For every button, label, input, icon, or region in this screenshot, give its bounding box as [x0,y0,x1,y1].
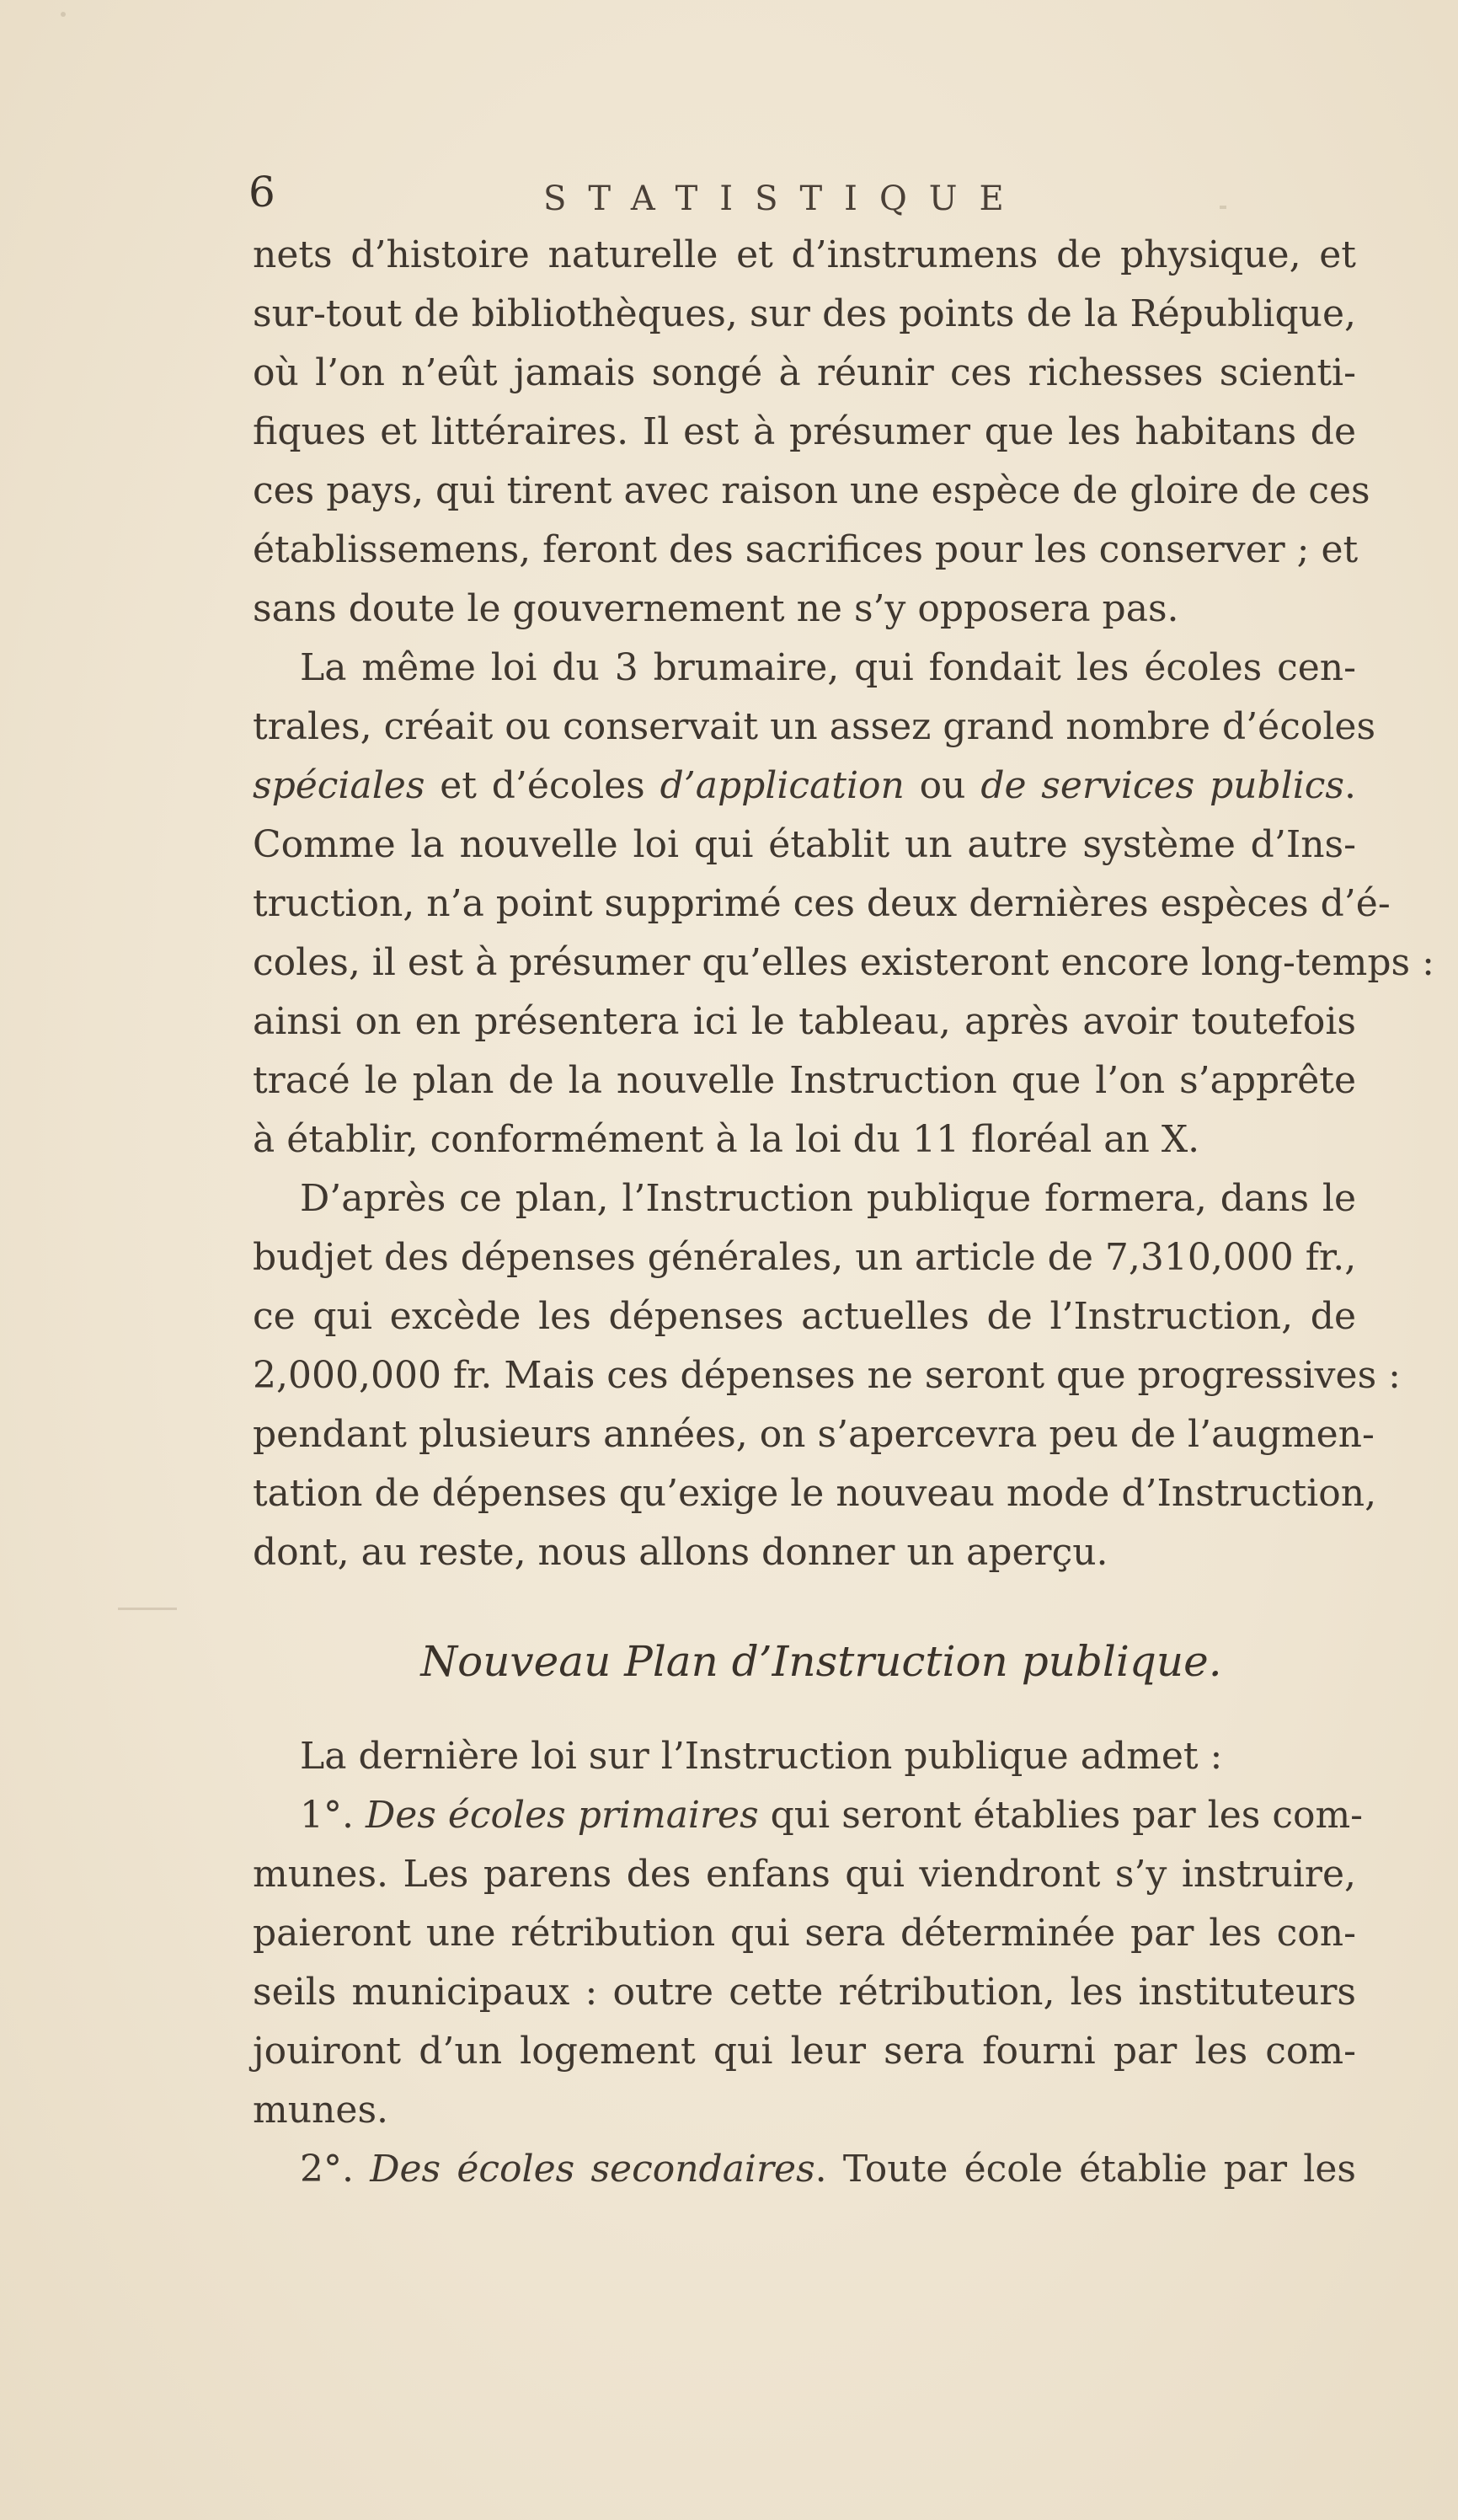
text-line: Comme la nouvelle loi qui établit un autre système d’Ins- [253,823,1356,866]
text-line: sur-tout de bibliothèques, sur des points de la République, [253,292,1356,335]
paper-speck [118,1608,177,1610]
text-line: La même loi du 3 brumaire, qui fondait les écoles cen- [300,646,1356,689]
page-number: 6 [248,168,275,217]
section-gap [253,1582,1356,1626]
text-line: tation de dépenses qu’exige le nouveau mode d’Instruction, [253,1472,1377,1515]
term-ecoles-primaires: Des écoles primaires [365,1794,759,1837]
paper-speck [1220,206,1226,209]
text-line: munes. Les parens des enfans qui viendront s’y instruire, [253,1853,1356,1896]
text-line: budjet des dépenses générales, un article de 7,310,000 fr., [253,1236,1357,1279]
term-application: d’application [660,764,905,807]
paper-speck [61,12,66,17]
text-line-item-1: 1°. Des écoles primaires qui seront établies par les com- [300,1794,1364,1837]
text-line: ces pays, qui tirent avec raison une espèce de gloire de ces [253,469,1370,512]
text-line-item-2: 2°. Des écoles secondaires. Toute école établie par les [300,2148,1356,2191]
term-specials: spéciales [253,764,425,807]
text-line: D’après ce plan, l’Instruction publique formera, dans le [300,1177,1356,1220]
text-line: tracé le plan de la nouvelle Instruction que l’on s’apprête [253,1059,1356,1102]
text-line: seils municipaux : outre cette rétribution, les instituteurs [253,1971,1356,2014]
page-header [248,167,1234,226]
text-line: La dernière loi sur l’Instruction publique admet : [300,1735,1223,1778]
text-line: établissemens, feront des sacrifices pour les conserver ; et [253,528,1359,571]
text-line: 2,000,000 fr. Mais ces dépenses ne seront que progressives : [253,1354,1401,1397]
body-text [253,226,1434,2199]
text-line: dont, au reste, nous allons donner un aperçu. [253,1531,1108,1574]
text-line: sans doute le gouvernement ne s’y opposera pas. [253,587,1179,630]
text-line: pendant plusieurs années, on s’apercevra peu de l’augmen- [253,1413,1375,1456]
text-line: ce qui excède les dépenses actuelles de l’Instruction, de [253,1295,1356,1338]
text-line: paieront une rétribution qui sera déterminée par les con- [253,1912,1356,1955]
text-line: trales, créait ou conservait un assez grand nombre d’écoles [253,705,1376,748]
section-heading: Nouveau Plan d’Instruction publique. [420,1637,1222,1686]
text-line: nets d’histoire naturelle et d’instrumens de physique, et [253,233,1356,276]
heading-spacer [253,1697,1356,1727]
text-line: munes. [253,2089,389,2132]
text-line: où l’on n’eût jamais songé à réunir ces richesses scienti- [253,351,1356,394]
text-line: à établir, conformément à la loi du 11 floréal an X. [253,1118,1200,1161]
text-line: ainsi on en présentera ici le tableau, après avoir toutefois [253,1000,1356,1043]
running-title: STATISTIQUE [543,179,1026,218]
term-ecoles-secondaires: Des écoles secondaires [370,2148,815,2191]
text-line: truction, n’a point supprimé ces deux dernières espèces d’é- [253,882,1391,925]
text-line: fiques et littéraires. Il est à présumer que les habitans de [253,410,1356,453]
text-line: coles, il est à présumer qu’elles existeront encore long-temps : [253,941,1434,984]
term-services: de services publics [980,764,1344,807]
text-line: jouiront d’un logement qui leur sera fourni par les com- [253,2030,1356,2073]
text-line-italic-terms: spéciales et d’écoles d’application ou de services publics. [253,764,1356,807]
